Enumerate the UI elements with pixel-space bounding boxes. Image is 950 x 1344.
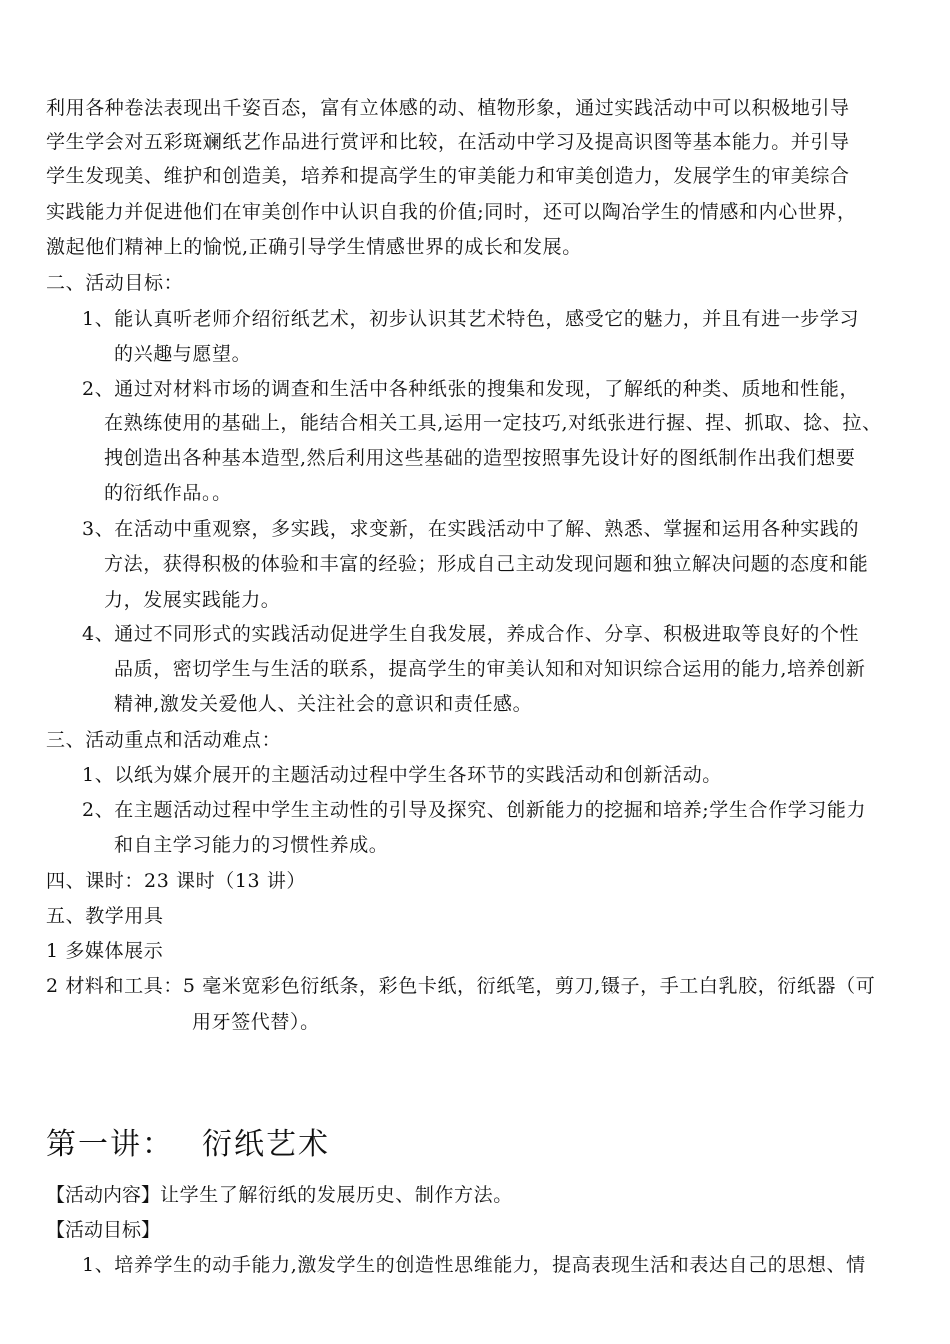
goal-item-4-cont-1: 品质，密切学生与生活的联系，提高学生的审美认知和对知识综合运用的能力,培养创新: [114, 658, 866, 680]
intro-line-5: 激起他们精神上的愉悦,正确引导学生情感世界的成长和发展。: [46, 236, 582, 258]
activity-goal-label: [46, 1218, 160, 1242]
lecture-name: 衍纸艺术: [202, 1127, 330, 1162]
intro-line-1: 利用各种卷法表现出千姿百态，富有立体感的动、植物形象，通过实践活动中可以积极地引导: [46, 97, 850, 119]
section4-heading: 四、课时：23 课时（13 讲）: [46, 870, 307, 892]
activity-content-text: 让学生了解衍纸的发展历史、制作方法。: [160, 1184, 513, 1206]
goal-item-4-cont-2: 精神,激发关爱他人、关注社会的意识和责任感。: [114, 693, 533, 715]
intro-line-3: 学生发现美、维护和创造美，培养和提高学生的审美能力和审美创造力，发展学生的审美综合: [46, 165, 850, 187]
goal-item-2-cont-3: 的衍纸作品。。: [104, 482, 232, 504]
goal-item-1: 1、能认真听老师介绍衍纸艺术，初步认识其艺术特色，感受它的魅力，并且有进一步学习: [82, 308, 860, 330]
lecture-number: 第一讲：: [46, 1127, 174, 1162]
key-item-2-cont: 和自主学习能力的习惯性养成。: [114, 834, 389, 856]
goal-item-4: 4、通过不同形式的实践活动促进学生自我发展，养成合作、分享、积极进取等良好的个性: [82, 623, 860, 645]
key-item-1: 1、以纸为媒介展开的主题活动过程中学生各环节的实践活动和创新活动。: [82, 764, 722, 786]
goal-item-3-cont-1: 方法，获得积极的体验和丰富的经验；形成自己主动发现问题和独立解决问题的态度和能: [104, 553, 869, 575]
goal-item-1-cont: 的兴趣与愿望。: [114, 343, 252, 365]
lecture-title: [46, 1125, 330, 1165]
tools-line-3: 用牙签代替）。: [192, 1011, 320, 1033]
goal-item-3-cont-2: 力，发展实践能力。: [104, 589, 281, 611]
activity-content-label: 【活动内容】: [46, 1184, 161, 1206]
intro-line-2: 学生学会对五彩斑斓纸艺作品进行赏评和比较，在活动中学习及提高识图等基本能力。并引导: [46, 131, 850, 153]
section5-heading: 五、教学用具: [46, 905, 164, 927]
key-item-2: 2、在主题活动过程中学生主动性的引导及探究、创新能力的挖掘和培养;学生合作学习能力: [82, 799, 867, 821]
tools-line-1: 1 多媒体展示: [46, 940, 164, 962]
goal-item-2-cont-2: 拽创造出各种基本造型,然后利用这些基础的造型按照事先设计好的图纸制作出我们想要: [104, 447, 856, 469]
goal-item-2: 2、通过对材料市场的调查和生活中各种纸张的搜集和发现，了解纸的种类、质地和性能，: [82, 378, 860, 400]
goal-item-3: 3、在活动中重观察，多实践，求变新，在实践活动中了解、熟悉、掌握和运用各种实践的: [82, 518, 860, 540]
tools-line-2: 2 材料和工具：5 毫米宽彩色衍纸条，彩色卡纸，衍纸笔，剪刀,镊子，手工白乳胶，衍纸器（可: [46, 975, 876, 997]
intro-line-4: 实践能力并促进他们在审美创作中认识自我的价值;同时，还可以陶冶学生的情感和内心世界，: [46, 201, 857, 223]
section3-heading: 三、活动重点和活动难点：: [46, 729, 282, 751]
activity-goal-label-text: 【活动目标】: [46, 1219, 161, 1241]
section2-heading: 二、活动目标：: [46, 272, 184, 294]
activity-goal-item-1: 1、培养学生的动手能力,激发学生的创造性思维能力，提高表现生活和表达自己的思想、情: [82, 1254, 866, 1276]
goal-item-2-cont-1: 在熟练使用的基础上，能结合相关工具,运用一定技巧,对纸张进行握、捏、抓取、捻、拉、: [104, 412, 882, 434]
activity-content-line: [46, 1183, 513, 1207]
